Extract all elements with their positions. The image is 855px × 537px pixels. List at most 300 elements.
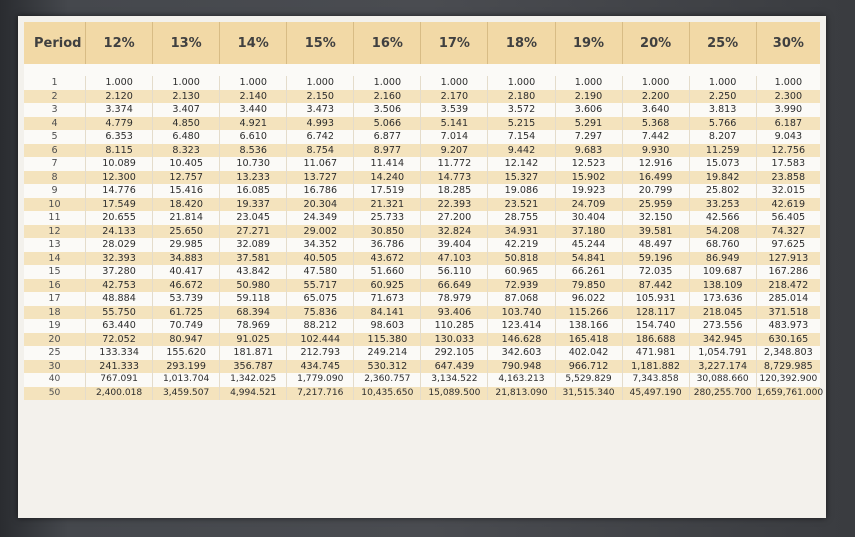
value-cell: 34.931 <box>488 225 555 239</box>
value-cell: 27.200 <box>421 211 488 225</box>
table-row <box>24 360 820 374</box>
table-body <box>24 64 824 400</box>
value-cell: 8.115 <box>86 144 153 158</box>
value-cell: 29.002 <box>287 225 354 239</box>
value-cell: 1.000 <box>220 76 287 90</box>
value-cell: 371.518 <box>756 306 820 320</box>
value-cell: 30.850 <box>354 225 421 239</box>
value-cell: 123.414 <box>488 319 555 333</box>
value-cell: 186.688 <box>622 333 689 347</box>
value-cell: 1,054.791 <box>689 346 756 360</box>
value-cell: 42.219 <box>488 238 555 252</box>
value-cell: 23.858 <box>756 171 820 185</box>
table-row <box>24 117 820 131</box>
value-cell: 18.285 <box>421 184 488 198</box>
value-cell: 15.902 <box>555 171 622 185</box>
value-cell: 15.327 <box>488 171 555 185</box>
value-cell: 2.150 <box>287 90 354 104</box>
period-cell: 5 <box>24 130 86 144</box>
value-cell: 40.505 <box>287 252 354 266</box>
period-cell: 4 <box>24 117 86 131</box>
value-cell: 3.572 <box>488 103 555 117</box>
value-cell: 42.753 <box>86 279 153 293</box>
value-cell: 63.440 <box>86 319 153 333</box>
value-cell: 20.799 <box>622 184 689 198</box>
value-cell: 14.240 <box>354 171 421 185</box>
value-cell: 45.244 <box>555 238 622 252</box>
value-cell: 2,360.757 <box>354 373 421 387</box>
value-cell: 59.196 <box>622 252 689 266</box>
value-cell: 32.089 <box>220 238 287 252</box>
value-cell: 37.581 <box>220 252 287 266</box>
value-cell: 17.519 <box>354 184 421 198</box>
value-cell: 6.187 <box>756 117 820 131</box>
period-cell: 18 <box>24 306 86 320</box>
value-cell: 3,459.507 <box>153 387 220 401</box>
column-header: 17% <box>421 22 488 64</box>
value-cell: 30.404 <box>555 211 622 225</box>
value-cell: 110.285 <box>421 319 488 333</box>
value-cell: 80.947 <box>153 333 220 347</box>
value-cell: 3.990 <box>756 103 820 117</box>
spacer-row <box>24 64 820 76</box>
value-cell: 65.075 <box>287 292 354 306</box>
value-cell: 54.841 <box>555 252 622 266</box>
value-cell: 75.836 <box>287 306 354 320</box>
period-cell: 6 <box>24 144 86 158</box>
value-cell: 48.884 <box>86 292 153 306</box>
period-cell: 7 <box>24 157 86 171</box>
value-cell: 3.473 <box>287 103 354 117</box>
value-cell: 249.214 <box>354 346 421 360</box>
value-cell: 10.089 <box>86 157 153 171</box>
value-cell: 30,088.660 <box>689 373 756 387</box>
table-row <box>24 144 820 158</box>
value-cell: 40.417 <box>153 265 220 279</box>
value-cell: 78.969 <box>220 319 287 333</box>
value-cell: 280,255.700 <box>689 387 756 401</box>
period-cell: 16 <box>24 279 86 293</box>
value-cell: 3,227.174 <box>689 360 756 374</box>
value-cell: 5,529.829 <box>555 373 622 387</box>
value-cell: 4.779 <box>86 117 153 131</box>
column-header: 20% <box>622 22 689 64</box>
period-cell: 3 <box>24 103 86 117</box>
value-cell: 11.259 <box>689 144 756 158</box>
value-cell: 68.760 <box>689 238 756 252</box>
value-cell: 12.916 <box>622 157 689 171</box>
value-cell: 130.033 <box>421 333 488 347</box>
period-cell: 10 <box>24 198 86 212</box>
period-cell: 15 <box>24 265 86 279</box>
value-cell: 6.610 <box>220 130 287 144</box>
value-cell: 434.745 <box>287 360 354 374</box>
period-cell: 40 <box>24 373 86 387</box>
value-cell: 1.000 <box>421 76 488 90</box>
value-cell: 87.068 <box>488 292 555 306</box>
value-cell: 14.773 <box>421 171 488 185</box>
value-cell: 25.733 <box>354 211 421 225</box>
value-cell: 11.772 <box>421 157 488 171</box>
value-cell: 181.871 <box>220 346 287 360</box>
value-cell: 5.141 <box>421 117 488 131</box>
period-cell: 25 <box>24 346 86 360</box>
period-cell: 12 <box>24 225 86 239</box>
value-cell: 1,659,761.000 <box>756 387 820 401</box>
value-cell: 9.930 <box>622 144 689 158</box>
value-cell: 1.000 <box>689 76 756 90</box>
table-row <box>24 103 820 117</box>
value-cell: 133.334 <box>86 346 153 360</box>
value-cell: 173.636 <box>689 292 756 306</box>
value-cell: 8.207 <box>689 130 756 144</box>
value-cell: 16.499 <box>622 171 689 185</box>
value-cell: 16.786 <box>287 184 354 198</box>
value-cell: 12.300 <box>86 171 153 185</box>
value-cell: 19.337 <box>220 198 287 212</box>
value-cell: 91.025 <box>220 333 287 347</box>
value-cell: 43.842 <box>220 265 287 279</box>
value-cell: 86.949 <box>689 252 756 266</box>
value-cell: 966.712 <box>555 360 622 374</box>
value-cell: 25.650 <box>153 225 220 239</box>
value-cell: 2.170 <box>421 90 488 104</box>
value-cell: 293.199 <box>153 360 220 374</box>
value-cell: 28.029 <box>86 238 153 252</box>
value-cell: 4,163.213 <box>488 373 555 387</box>
value-cell: 5.368 <box>622 117 689 131</box>
value-cell: 42.619 <box>756 198 820 212</box>
value-cell: 3.640 <box>622 103 689 117</box>
value-cell: 71.673 <box>354 292 421 306</box>
table-row <box>24 265 820 279</box>
value-cell: 154.740 <box>622 319 689 333</box>
table-row <box>24 346 820 360</box>
value-cell: 60.925 <box>354 279 421 293</box>
value-cell: 43.672 <box>354 252 421 266</box>
value-cell: 55.750 <box>86 306 153 320</box>
value-cell: 72.939 <box>488 279 555 293</box>
value-cell: 767.091 <box>86 373 153 387</box>
value-cell: 5.215 <box>488 117 555 131</box>
value-cell: 29.985 <box>153 238 220 252</box>
value-cell: 31,515.340 <box>555 387 622 401</box>
value-cell: 138.109 <box>689 279 756 293</box>
column-header: 25% <box>689 22 756 64</box>
value-cell: 21.814 <box>153 211 220 225</box>
value-cell: 19.086 <box>488 184 555 198</box>
value-cell: 39.581 <box>622 225 689 239</box>
value-cell: 6.877 <box>354 130 421 144</box>
value-cell: 241.333 <box>86 360 153 374</box>
value-cell: 790.948 <box>488 360 555 374</box>
value-cell: 4.850 <box>153 117 220 131</box>
value-cell: 59.118 <box>220 292 287 306</box>
table-row <box>24 90 820 104</box>
value-cell: 630.165 <box>756 333 820 347</box>
value-cell: 8.754 <box>287 144 354 158</box>
value-cell: 20.655 <box>86 211 153 225</box>
value-cell: 61.725 <box>153 306 220 320</box>
value-cell: 13.727 <box>287 171 354 185</box>
value-cell: 1.000 <box>555 76 622 90</box>
value-cell: 1.000 <box>153 76 220 90</box>
value-cell: 68.394 <box>220 306 287 320</box>
value-cell: 155.620 <box>153 346 220 360</box>
value-cell: 32.015 <box>756 184 820 198</box>
value-cell: 2.160 <box>354 90 421 104</box>
value-cell: 17.583 <box>756 157 820 171</box>
table-row <box>24 225 820 239</box>
value-cell: 3.506 <box>354 103 421 117</box>
value-cell: 1,181.882 <box>622 360 689 374</box>
value-cell: 1.000 <box>354 76 421 90</box>
table-row <box>24 252 820 266</box>
value-cell: 33.253 <box>689 198 756 212</box>
value-cell: 165.418 <box>555 333 622 347</box>
value-cell: 39.404 <box>421 238 488 252</box>
value-cell: 48.497 <box>622 238 689 252</box>
column-header: 18% <box>488 22 555 64</box>
period-cell: 2 <box>24 90 86 104</box>
value-cell: 15.073 <box>689 157 756 171</box>
value-cell: 32.393 <box>86 252 153 266</box>
value-cell: 42.566 <box>689 211 756 225</box>
column-header: 16% <box>354 22 421 64</box>
value-cell: 51.660 <box>354 265 421 279</box>
column-header: 19% <box>555 22 622 64</box>
value-cell: 24.349 <box>287 211 354 225</box>
value-cell: 88.212 <box>287 319 354 333</box>
value-cell: 1.000 <box>86 76 153 90</box>
value-cell: 146.628 <box>488 333 555 347</box>
annuity-table <box>24 22 824 400</box>
table-row <box>24 238 820 252</box>
value-cell: 471.981 <box>622 346 689 360</box>
value-cell: 9.043 <box>756 130 820 144</box>
table-row <box>24 292 820 306</box>
value-cell: 20.304 <box>287 198 354 212</box>
value-cell: 1.000 <box>488 76 555 90</box>
value-cell: 79.850 <box>555 279 622 293</box>
period-cell: 14 <box>24 252 86 266</box>
value-cell: 72.052 <box>86 333 153 347</box>
value-cell: 3.407 <box>153 103 220 117</box>
value-cell: 9.207 <box>421 144 488 158</box>
value-cell: 50.980 <box>220 279 287 293</box>
table-row <box>24 157 820 171</box>
value-cell: 7,217.716 <box>287 387 354 401</box>
value-cell: 32.150 <box>622 211 689 225</box>
value-cell: 9.442 <box>488 144 555 158</box>
period-cell: 19 <box>24 319 86 333</box>
value-cell: 8.323 <box>153 144 220 158</box>
table-row <box>24 76 820 90</box>
value-cell: 109.687 <box>689 265 756 279</box>
value-cell: 6.480 <box>153 130 220 144</box>
table-row <box>24 171 820 185</box>
value-cell: 7,343.858 <box>622 373 689 387</box>
period-cell: 30 <box>24 360 86 374</box>
value-cell: 11.414 <box>354 157 421 171</box>
value-cell: 3,134.522 <box>421 373 488 387</box>
value-cell: 15.416 <box>153 184 220 198</box>
value-cell: 32.824 <box>421 225 488 239</box>
period-cell: 9 <box>24 184 86 198</box>
value-cell: 37.180 <box>555 225 622 239</box>
value-cell: 93.406 <box>421 306 488 320</box>
value-cell: 19.923 <box>555 184 622 198</box>
value-cell: 115.266 <box>555 306 622 320</box>
value-cell: 2.200 <box>622 90 689 104</box>
value-cell: 25.959 <box>622 198 689 212</box>
value-cell: 6.353 <box>86 130 153 144</box>
value-cell: 87.442 <box>622 279 689 293</box>
header-row <box>24 22 820 64</box>
period-cell: 20 <box>24 333 86 347</box>
value-cell: 1,342.025 <box>220 373 287 387</box>
value-cell: 1.000 <box>287 76 354 90</box>
value-cell: 10.730 <box>220 157 287 171</box>
value-cell: 105.931 <box>622 292 689 306</box>
period-cell: 8 <box>24 171 86 185</box>
value-cell: 27.271 <box>220 225 287 239</box>
table-row <box>24 373 820 387</box>
table-row <box>24 184 820 198</box>
value-cell: 483.973 <box>756 319 820 333</box>
value-cell: 102.444 <box>287 333 354 347</box>
value-cell: 46.672 <box>153 279 220 293</box>
value-cell: 84.141 <box>354 306 421 320</box>
value-cell: 12.523 <box>555 157 622 171</box>
value-cell: 56.405 <box>756 211 820 225</box>
value-cell: 23.045 <box>220 211 287 225</box>
table-row <box>24 387 820 401</box>
period-cell: 13 <box>24 238 86 252</box>
value-cell: 212.793 <box>287 346 354 360</box>
value-cell: 167.286 <box>756 265 820 279</box>
value-cell: 2.130 <box>153 90 220 104</box>
value-cell: 7.442 <box>622 130 689 144</box>
value-cell: 342.603 <box>488 346 555 360</box>
value-cell: 115.380 <box>354 333 421 347</box>
table-row <box>24 279 820 293</box>
value-cell: 25.802 <box>689 184 756 198</box>
value-cell: 5.291 <box>555 117 622 131</box>
value-cell: 120,392.900 <box>756 373 820 387</box>
value-cell: 128.117 <box>622 306 689 320</box>
value-cell: 66.649 <box>421 279 488 293</box>
value-cell: 60.965 <box>488 265 555 279</box>
value-cell: 9.683 <box>555 144 622 158</box>
value-cell: 402.042 <box>555 346 622 360</box>
value-cell: 2.120 <box>86 90 153 104</box>
column-header: 14% <box>220 22 287 64</box>
value-cell: 292.105 <box>421 346 488 360</box>
table-row <box>24 130 820 144</box>
value-cell: 56.110 <box>421 265 488 279</box>
value-cell: 72.035 <box>622 265 689 279</box>
table-row <box>24 333 820 347</box>
value-cell: 2.140 <box>220 90 287 104</box>
value-cell: 50.818 <box>488 252 555 266</box>
value-cell: 647.439 <box>421 360 488 374</box>
value-cell: 47.580 <box>287 265 354 279</box>
value-cell: 3.440 <box>220 103 287 117</box>
value-cell: 6.742 <box>287 130 354 144</box>
value-cell: 23.521 <box>488 198 555 212</box>
column-header: 15% <box>287 22 354 64</box>
value-cell: 55.717 <box>287 279 354 293</box>
value-cell: 16.085 <box>220 184 287 198</box>
value-cell: 45,497.190 <box>622 387 689 401</box>
value-cell: 54.208 <box>689 225 756 239</box>
value-cell: 17.549 <box>86 198 153 212</box>
value-cell: 70.749 <box>153 319 220 333</box>
value-cell: 36.786 <box>354 238 421 252</box>
value-cell: 218.472 <box>756 279 820 293</box>
value-cell: 28.755 <box>488 211 555 225</box>
value-cell: 218.045 <box>689 306 756 320</box>
value-cell: 5.766 <box>689 117 756 131</box>
value-cell: 11.067 <box>287 157 354 171</box>
period-cell: 1 <box>24 76 86 90</box>
value-cell: 3.374 <box>86 103 153 117</box>
value-cell: 21.321 <box>354 198 421 212</box>
value-cell: 8,729.985 <box>756 360 820 374</box>
value-cell: 2.190 <box>555 90 622 104</box>
value-cell: 7.154 <box>488 130 555 144</box>
value-cell: 15,089.500 <box>421 387 488 401</box>
value-cell: 138.166 <box>555 319 622 333</box>
value-cell: 8.536 <box>220 144 287 158</box>
value-cell: 19.842 <box>689 171 756 185</box>
value-cell: 96.022 <box>555 292 622 306</box>
value-cell: 7.297 <box>555 130 622 144</box>
period-cell: 17 <box>24 292 86 306</box>
value-cell: 2.300 <box>756 90 820 104</box>
value-cell: 4.921 <box>220 117 287 131</box>
value-cell: 530.312 <box>354 360 421 374</box>
value-cell: 53.739 <box>153 292 220 306</box>
value-cell: 24.133 <box>86 225 153 239</box>
table-row <box>24 198 820 212</box>
value-cell: 14.776 <box>86 184 153 198</box>
value-cell: 13.233 <box>220 171 287 185</box>
value-cell: 1,013.704 <box>153 373 220 387</box>
value-cell: 356.787 <box>220 360 287 374</box>
column-header: 12% <box>86 22 153 64</box>
value-cell: 98.603 <box>354 319 421 333</box>
value-cell: 18.420 <box>153 198 220 212</box>
value-cell: 34.352 <box>287 238 354 252</box>
value-cell: 24.709 <box>555 198 622 212</box>
table-row <box>24 319 820 333</box>
value-cell: 10.405 <box>153 157 220 171</box>
period-cell: 50 <box>24 387 86 401</box>
value-cell: 1.000 <box>622 76 689 90</box>
period-cell: 11 <box>24 211 86 225</box>
value-cell: 3.813 <box>689 103 756 117</box>
value-cell: 3.539 <box>421 103 488 117</box>
table-row <box>24 211 820 225</box>
value-cell: 7.014 <box>421 130 488 144</box>
value-cell: 12.757 <box>153 171 220 185</box>
value-cell: 12.142 <box>488 157 555 171</box>
value-cell: 21,813.090 <box>488 387 555 401</box>
value-cell: 74.327 <box>756 225 820 239</box>
value-cell: 78.979 <box>421 292 488 306</box>
